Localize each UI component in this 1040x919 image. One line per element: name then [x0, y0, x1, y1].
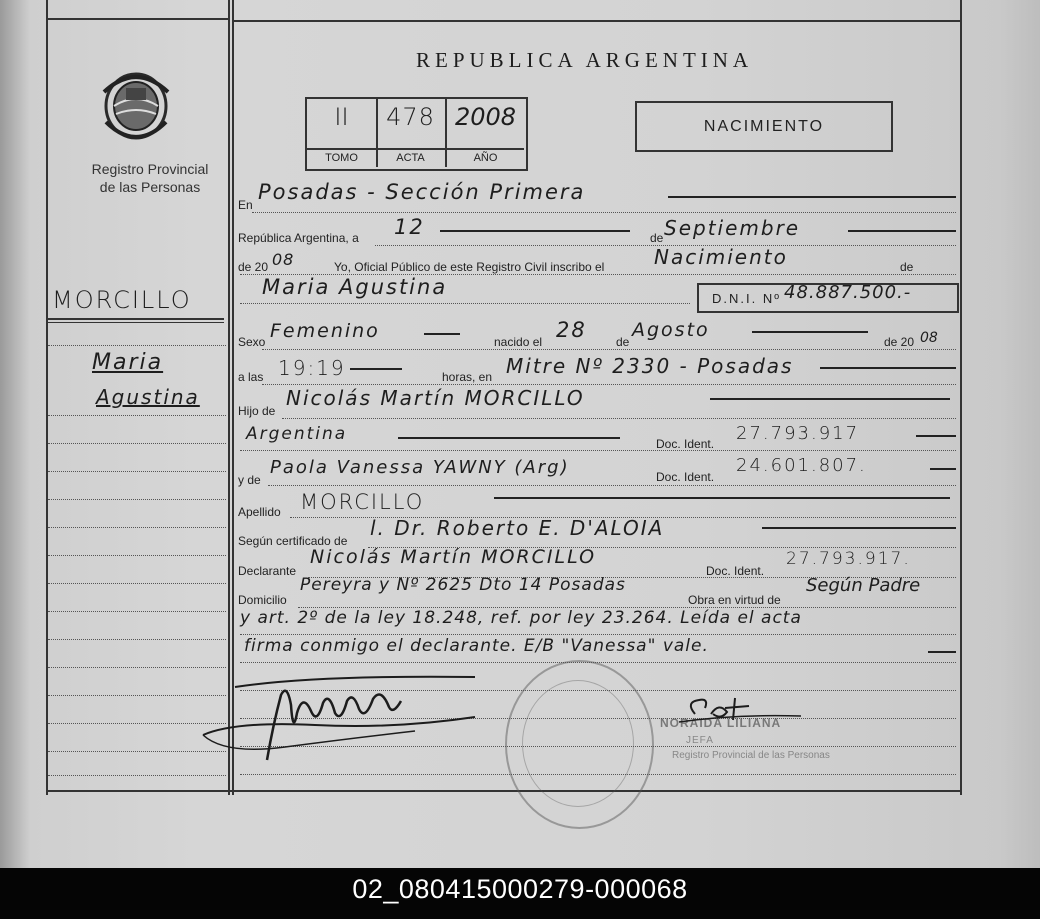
margin-surname-rule [46, 318, 224, 320]
registry-line-1: Registro Provincial [91, 161, 209, 177]
value-mes: Septiembre [664, 216, 801, 240]
anio-label: AÑO [447, 148, 524, 167]
page-title: REPUBLICA ARGENTINA [416, 48, 754, 72]
value-madre: Paola Vanessa YAWNY (Arg) [270, 457, 570, 478]
margin-line [48, 775, 226, 776]
registry-line-2: de las Personas [99, 179, 201, 195]
label-doc3: Doc. Ident. [706, 564, 765, 578]
margin-line [48, 471, 226, 472]
stamp-line-2: JEFA [686, 735, 714, 746]
value-doc-decl: 27.793.917. [786, 549, 911, 569]
form-line [252, 212, 956, 213]
margin-line [48, 611, 226, 612]
pen-line [440, 230, 630, 232]
value-doc-madre: 24.601.807. [736, 455, 867, 476]
margin-given-name-2: Agustina [96, 385, 200, 409]
label-segun: Según certificado de [238, 534, 348, 548]
margin-line [48, 639, 226, 640]
value-nac-padre: Argentina [246, 424, 348, 444]
value-padre: Nicolás Martín MORCILLO [286, 386, 585, 410]
value-certificado: l. Dr. Roberto E. D'ALOIA [370, 516, 665, 540]
value-apellido: MORCILLO [300, 490, 425, 514]
bottom-rule [46, 790, 960, 792]
margin-line [48, 583, 226, 584]
pen-line [820, 367, 956, 369]
form-line [262, 384, 956, 385]
tomo-cell [307, 99, 378, 167]
left-margin-rule [46, 0, 48, 795]
label-de20: de 20 [238, 260, 269, 274]
form-line [240, 450, 956, 451]
form-line [282, 418, 956, 419]
pen-line [424, 333, 460, 335]
label-de20b: de 20 [884, 335, 915, 349]
label-horas: horas, en [442, 370, 493, 384]
margin-line [48, 415, 226, 416]
label-de2: de [616, 335, 630, 349]
label-hijo: Hijo de [238, 404, 276, 418]
value-anio: 08 [272, 250, 295, 269]
value-dni: 48.887.500.- [784, 282, 912, 303]
value-hora: 19:19 [278, 356, 346, 380]
pen-line [928, 651, 956, 653]
official-stamp-inner-ring [522, 680, 634, 807]
value-obs-2: firma conmigo el declarante. E/B "Vanessa" vale. [244, 636, 709, 656]
margin-given-name-1: Maria [92, 350, 164, 375]
pen-line [752, 331, 868, 333]
margin-line [48, 555, 226, 556]
acta-value: 478 [386, 103, 435, 131]
value-obra: Según Padre [806, 575, 921, 596]
value-sexo: Femenino [270, 320, 380, 342]
pen-line [350, 368, 402, 370]
value-nombre: Maria Agustina [262, 275, 448, 299]
value-domicilio: Pereyra y Nº 2625 Dto 14 Posadas [300, 575, 626, 595]
label-domicilio: Domicilio [238, 593, 287, 607]
label-doc2: Doc. Ident. [656, 470, 715, 484]
acta-cell [376, 99, 447, 167]
value-declarante: Nicolás Martín MORCILLO [310, 546, 597, 568]
pen-line [668, 196, 956, 198]
label-obra: Obra en virtud de [688, 593, 781, 607]
tomo-acta-anio-box [305, 97, 528, 171]
official-signature-icon [675, 692, 805, 732]
label-nacido: nacido el [494, 335, 543, 349]
provincial-seal-icon [96, 62, 176, 146]
pen-line [848, 230, 956, 232]
stamp-line-1: NORAIDA LILIANA [660, 716, 782, 730]
label-oficial: Yo, Oficial Público de este Registro Civil inscribo el [334, 260, 605, 274]
value-nac-mes: Agosto [632, 319, 710, 341]
value-obs-1: y art. 2º de la ley 18.248, ref. por ley 23.264. Leída el acta [240, 608, 802, 628]
pen-line [762, 527, 956, 529]
label-de-end: de [900, 260, 914, 274]
value-lugar-nac: Mitre Nº 2330 - Posadas [506, 354, 794, 378]
label-republica: República Argentina, a [238, 231, 359, 245]
value-nac-dia: 28 [556, 318, 587, 342]
margin-line [48, 527, 226, 528]
label-en: En [238, 198, 253, 212]
label-sexo: Sexo [238, 335, 266, 349]
pen-line [916, 435, 956, 437]
anio-value: 2008 [454, 103, 517, 131]
value-lugar: Posadas - Sección Primera [258, 180, 586, 204]
form-line [240, 303, 690, 304]
anio-cell [447, 99, 524, 167]
pen-line [710, 398, 950, 400]
tomo-value: II [334, 103, 349, 131]
label-de: de [650, 231, 664, 245]
margin-line [48, 443, 226, 444]
label-dni: D.N.I. Nº [712, 291, 781, 306]
value-doc-padre: 27.793.917 [736, 423, 860, 444]
margin-line [48, 345, 226, 346]
pen-line [930, 468, 956, 470]
margin-surname-rule-2 [46, 322, 224, 323]
label-declarante: Declarante [238, 564, 297, 578]
record-type-box: NACIMIENTO [635, 101, 893, 152]
right-rule [960, 0, 962, 795]
label-yde: y de [238, 473, 261, 487]
label-doc1: Doc. Ident. [656, 437, 715, 451]
value-dia: 12 [394, 215, 425, 239]
tomo-label: TOMO [307, 148, 376, 167]
form-line [240, 634, 956, 635]
label-alas: a las [238, 370, 264, 384]
pen-line [398, 437, 620, 439]
acta-label: ACTA [376, 148, 445, 167]
registry-name [55, 160, 245, 196]
value-inscribe: Nacimiento [654, 245, 788, 269]
form-line [262, 349, 956, 350]
declarant-signature-icon [195, 665, 505, 775]
margin-surname: MORCILLO [52, 286, 192, 314]
top-rule-right [233, 20, 960, 22]
pen-line [494, 497, 950, 499]
document-code: 02_080415000279-000068 [352, 874, 688, 904]
top-rule-left [46, 18, 228, 20]
stamp-line-3: Registro Provincial de las Personas [672, 750, 830, 761]
margin-line [48, 499, 226, 500]
form-line [268, 485, 956, 486]
label-apellido: Apellido [238, 505, 281, 519]
value-nac-anio: 08 [920, 330, 938, 346]
